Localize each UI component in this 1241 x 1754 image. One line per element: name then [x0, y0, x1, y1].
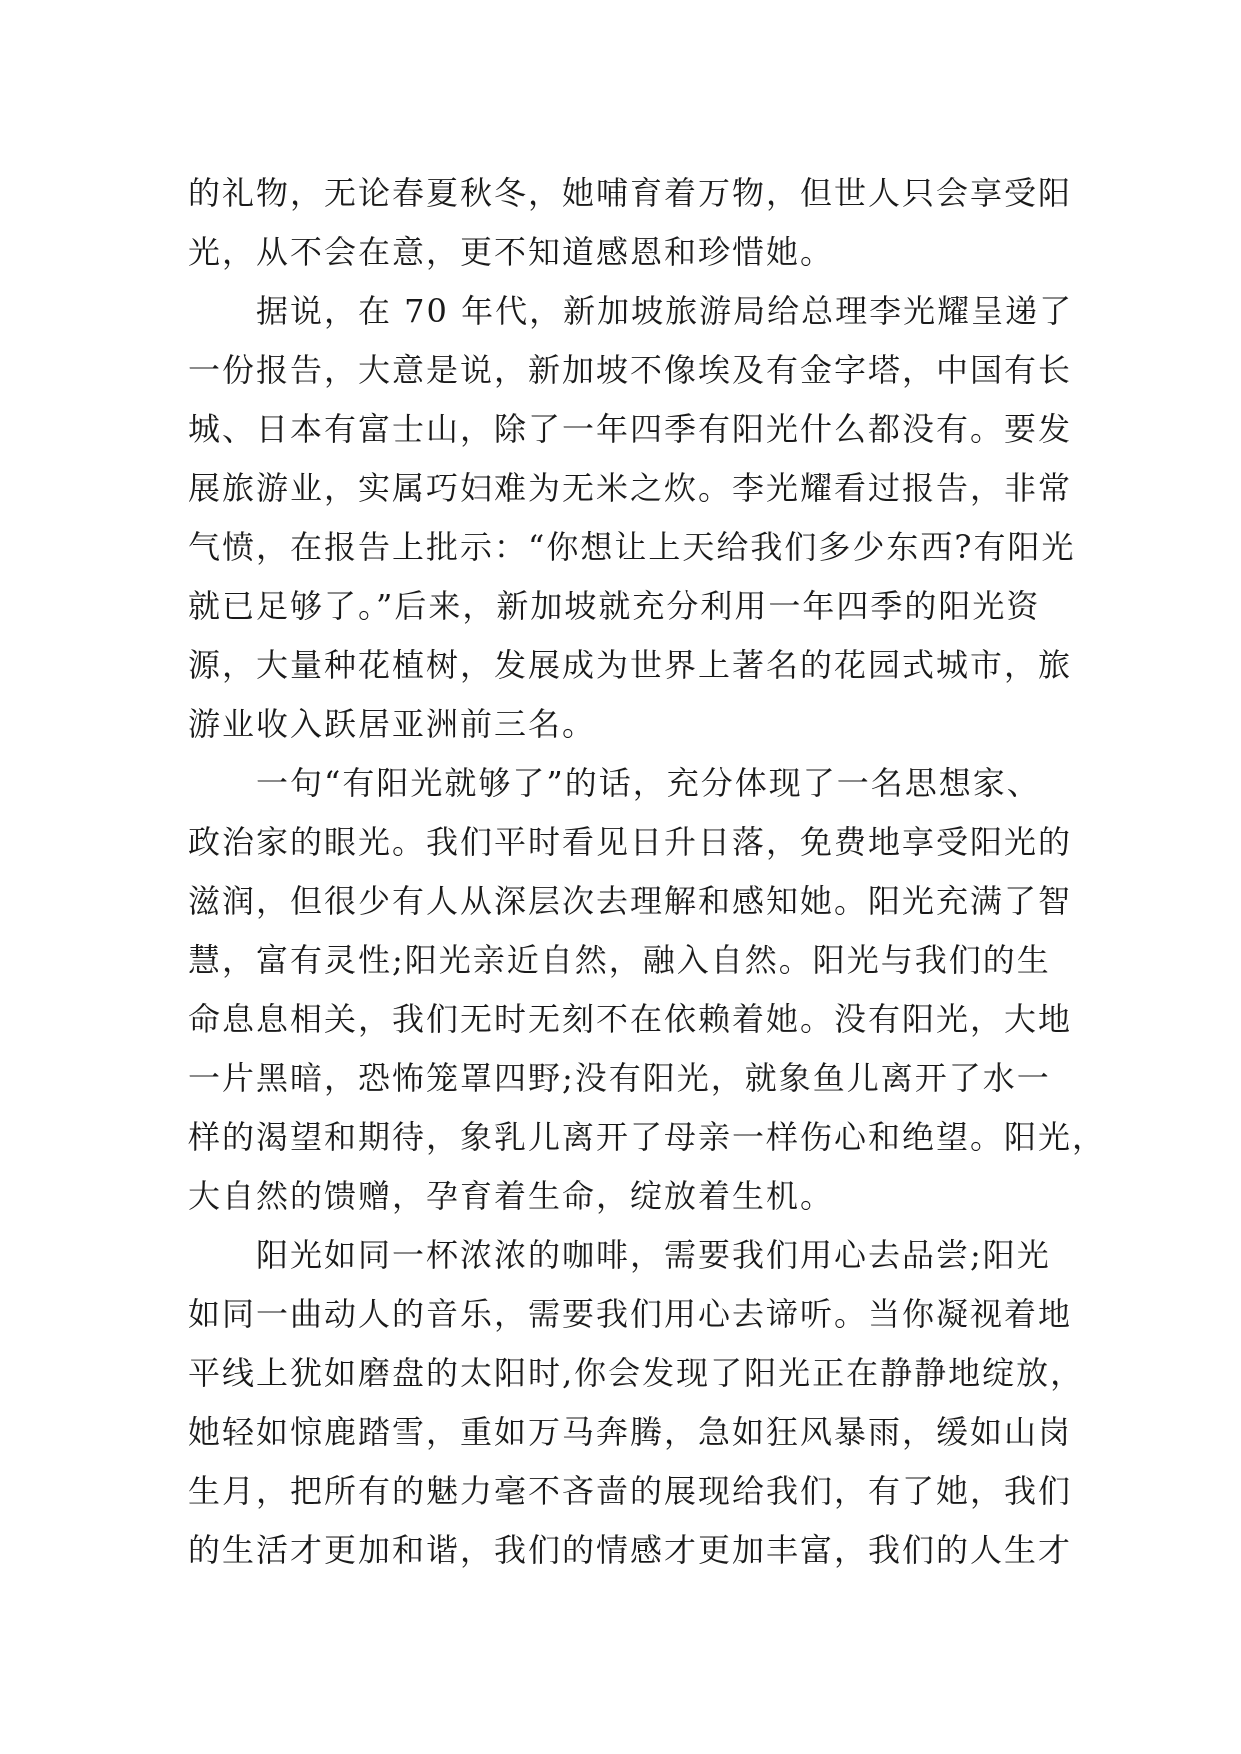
paragraph-4 [188, 1226, 1088, 1580]
text-line: 大自然的馈赠，孕育着生命，绽放着生机。 [188, 1177, 835, 1215]
text-line: 命息息相关，我们无时无刻不在依赖着她。没有阳光，大地 [188, 1000, 1073, 1038]
text-line: 源，大量种花植树，发展成为世界上著名的花园式城市，旅 [188, 646, 1073, 684]
text-line: 就已足够了。”后来，新加坡就充分利用一年四季的阳光资 [188, 587, 1041, 625]
text-line: 样的渴望和期待，象乳儿离开了母亲一样伤心和绝望。阳光， [188, 1118, 1107, 1156]
text-line: 的生活才更加和谐，我们的情感才更加丰富，我们的人生才 [188, 1531, 1073, 1569]
text-line: 城、日本有富士山，除了一年四季有阳光什么都没有。要发 [188, 410, 1073, 448]
text-line: 一份报告，大意是说，新加坡不像埃及有金字塔，中国有长 [188, 351, 1073, 389]
text-line: 据说，在 70 年代，新加坡旅游局给总理李光耀呈递了 [256, 292, 1074, 330]
paragraph-2 [188, 282, 1088, 754]
text-line: 如同一曲动人的音乐，需要我们用心去谛听。当你凝视着地 [188, 1295, 1073, 1333]
text-line: 的礼物，无论春夏秋冬，她哺育着万物，但世人只会享受阳 [188, 174, 1073, 212]
text-line: 展旅游业，实属巧妇难为无米之炊。李光耀看过报告，非常 [188, 469, 1073, 507]
text-line: 气愤，在报告上批示：“你想让上天给我们多少东西?有阳光 [188, 528, 1076, 566]
text-line: 光，从不会在意，更不知道感恩和珍惜她。 [188, 233, 835, 271]
text-line: 政治家的眼光。我们平时看见日升日落，免费地享受阳光的 [188, 823, 1073, 861]
text-line: 阳光如同一杯浓浓的咖啡，需要我们用心去品尝;阳光 [256, 1236, 1051, 1274]
text-line: 生月，把所有的魅力毫不吝啬的展现给我们，有了她，我们 [188, 1472, 1073, 1510]
text-line: 慧，富有灵性;阳光亲近自然，融入自然。阳光与我们的生 [188, 941, 1051, 979]
paragraph-3 [188, 754, 1107, 1226]
text-line: 游业收入跃居亚洲前三名。 [188, 705, 597, 743]
text-line: 她轻如惊鹿踏雪，重如万马奔腾，急如狂风暴雨，缓如山岗 [188, 1413, 1073, 1451]
text-line: 一句“有阳光就够了”的话，充分体现了一名思想家、 [256, 764, 1041, 802]
paragraph-1 [188, 164, 1088, 282]
text-line: 平线上犹如磨盘的太阳时,你会发现了阳光正在静静地绽放， [188, 1354, 1085, 1392]
text-line: 滋润，但很少有人从深层次去理解和感知她。阳光充满了智 [188, 882, 1073, 920]
text-line: 一片黑暗，恐怖笼罩四野;没有阳光，就象鱼儿离开了水一 [188, 1059, 1051, 1097]
body-text [188, 164, 1107, 1580]
